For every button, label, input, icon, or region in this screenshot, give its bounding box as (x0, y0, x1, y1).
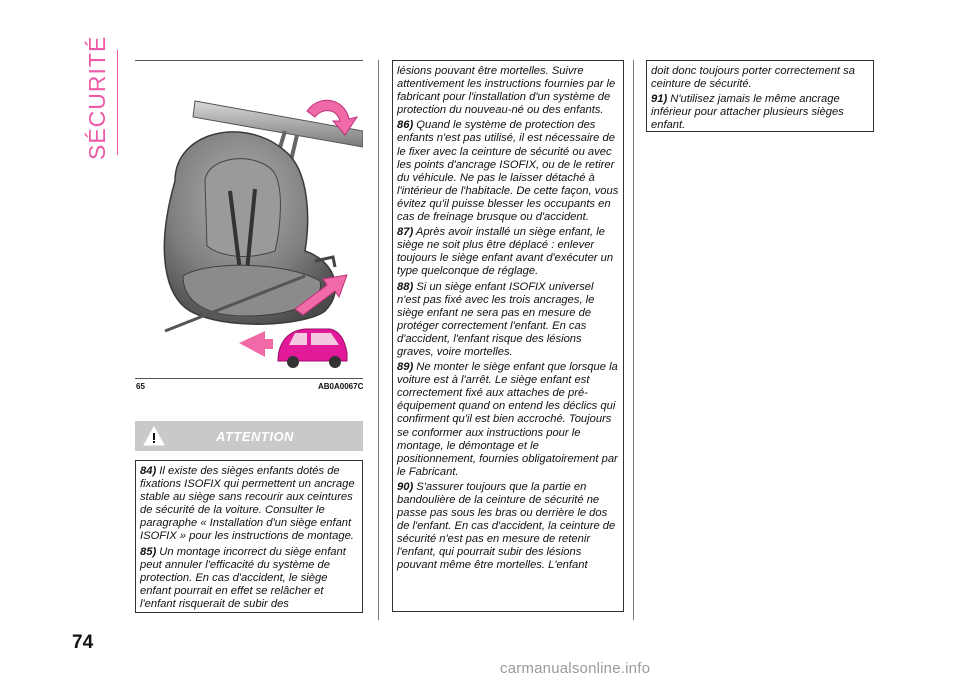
note-85-continued: lésions pouvant être mortelles. Suivre attentivement les instructions fournies par le fabricant pour l'installation d'un système de protection du nouveau-né ou des enfants. (397, 65, 616, 117)
note-84: 84) Il existe des sièges enfants dotés de fixations ISOFIX qui permettent un ancrage stable au siège sans recourir aux ceintures de sécurité de la voiture. Consulter le paragraphe « Installation d'un siège enfant ISOFIX » pour les instructions de montage. (140, 465, 355, 543)
note-85: 85) Un montage incorrect du siège enfant peut annuler l'efficacité du système de protection. En cas d'accident, le siège enfant pourrait en effet se relâcher et l'enfant risquerait de subir des (140, 545, 346, 610)
note-90-continued: doit donc toujours porter correctement sa ceinture de sécurité. (651, 65, 855, 91)
car-icon (278, 329, 347, 368)
page-number: 74 (72, 632, 94, 653)
seat-backrest (205, 159, 280, 257)
note-87: 87) Après avoir installé un siège enfant, le siège ne soit plus être déplacé : enlever toujours le siège enfant avant d'exécuter un type quelconque de réglage. (397, 226, 614, 278)
warning-box-left (135, 460, 363, 613)
column-divider (633, 60, 634, 620)
warning-title: ATTENTION (216, 428, 294, 444)
warning-triangle-icon (143, 426, 165, 446)
direction-arrow (239, 331, 273, 357)
figure-number: 65 (136, 382, 145, 391)
note-88: 88) Si un siège enfant ISOFIX universel n'est pas fixé avec les trois ancrages, le siège enfant ne sera pas en mesure de protéger correctement l'enfant. En cas d'accident, l'enfant risque des lésions graves, voire mortelles. (397, 280, 595, 358)
watermark[interactable]: carmanualsonline.info (500, 660, 651, 677)
section-title: SÉCURITÉ (84, 35, 110, 160)
figure-rule (135, 378, 363, 379)
child-seat-illustration (135, 61, 363, 379)
warning-box-right (646, 60, 874, 132)
note-86: 86) Quand le système de protection des enfants n'est pas utilisé, il est nécessaire de le fixer avec la ceinture de sécurité ou avec les points d'ancrage ISOFIX, ou de le retirer du véhicule. Ne pas le laisser détaché à l'intérieur de l'habitacle. De cette façon, vous évitez qu'il puisse blesser les occupants en cas de freinage brusque ou d'accident. (397, 119, 619, 224)
note-90: 90) S'assurer toujours que la partie en bandoulière de la ceinture de sécurité ne passe pas sous les bras ou derrière le dos de l'enfant. En cas d'accident, la ceinture de sécurité n'est pas en mesure de retenir l'enfant, qui pourrait subir des lésions pouvant même être mortelles. L'enfant (397, 480, 616, 572)
column-divider (378, 60, 379, 620)
warning-header (135, 421, 363, 451)
note-89: 89) Ne monter le siège enfant que lorsque la voiture est à l'arrêt. Le siège enfant est correctement fixé aux attaches de pré-équipement quand on entend les déclics qui confirment qu'il est bien accroché. Toujours se conformer aux instructions pour le montage, le démontage et le positionnement, fournies obligatoirement par le Fabricant. (397, 361, 618, 478)
warning-box-middle (392, 60, 624, 612)
child-seat-figure (135, 60, 363, 379)
section-rule (117, 50, 118, 155)
note-91: 91) N'utilisez jamais le même ancrage inférieur pour attacher plusieurs sièges enfant. (651, 93, 844, 132)
figure-code: AB0A0067C (318, 382, 364, 391)
